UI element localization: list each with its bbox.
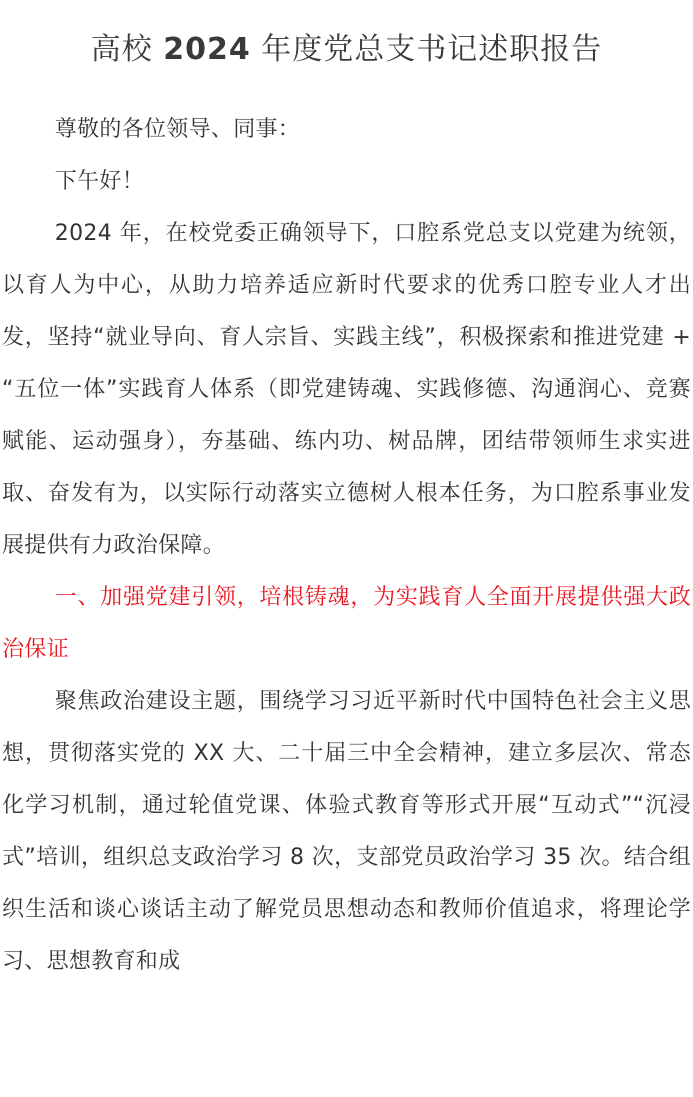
greeting: 下午好！ bbox=[54, 169, 144, 194]
salutation: 尊敬的各位领导、同事： bbox=[54, 117, 301, 142]
title-suffix: 年度党总支书记述职报告 bbox=[250, 32, 603, 67]
section-heading-1: 一、加强党建引领，培根铸魂，为实践育人全面开展提供强大政治保证 bbox=[2, 585, 691, 662]
document-title bbox=[2, 0, 691, 82]
document-body bbox=[2, 104, 691, 988]
section-1-paragraph: 聚焦政治建设主题，围绕学习习近平新时代中国特色社会主义思想，贯彻落实党的 XX 大、二十届三中全会精神，建立多层次、常态化学习机制，通过轮值党课、体验式教育等形式开展“互动式”“沉浸式”培训，组织总支政治学习 8 次，支部党员政治学习 35 次。结合组织生活和谈心谈话主动了解党员思想动态和教师价值追求，将理论学习、思想教育和成 bbox=[2, 689, 691, 974]
title-year: 2024 bbox=[163, 32, 251, 67]
intro-paragraph: 2024 年，在校党委正确领导下，口腔系党总支以党建为统领，以育人为中心，从助力培养适应新时代要求的优秀口腔专业人才出发，坚持“就业导向、育人宗旨、实践主线”，积极探索和推进党建 + “五位一体”实践育人体系（即党建铸魂、实践修德、沟通润心、竞赛赋能、运动强身），夯基础、练内功、树品牌，团结带领师生求实进取、奋发有为，以实际行动落实立德树人根本任务，为口腔系事业发展提供有力政治保障。 bbox=[2, 221, 691, 558]
title-prefix: 高校 bbox=[90, 32, 164, 67]
